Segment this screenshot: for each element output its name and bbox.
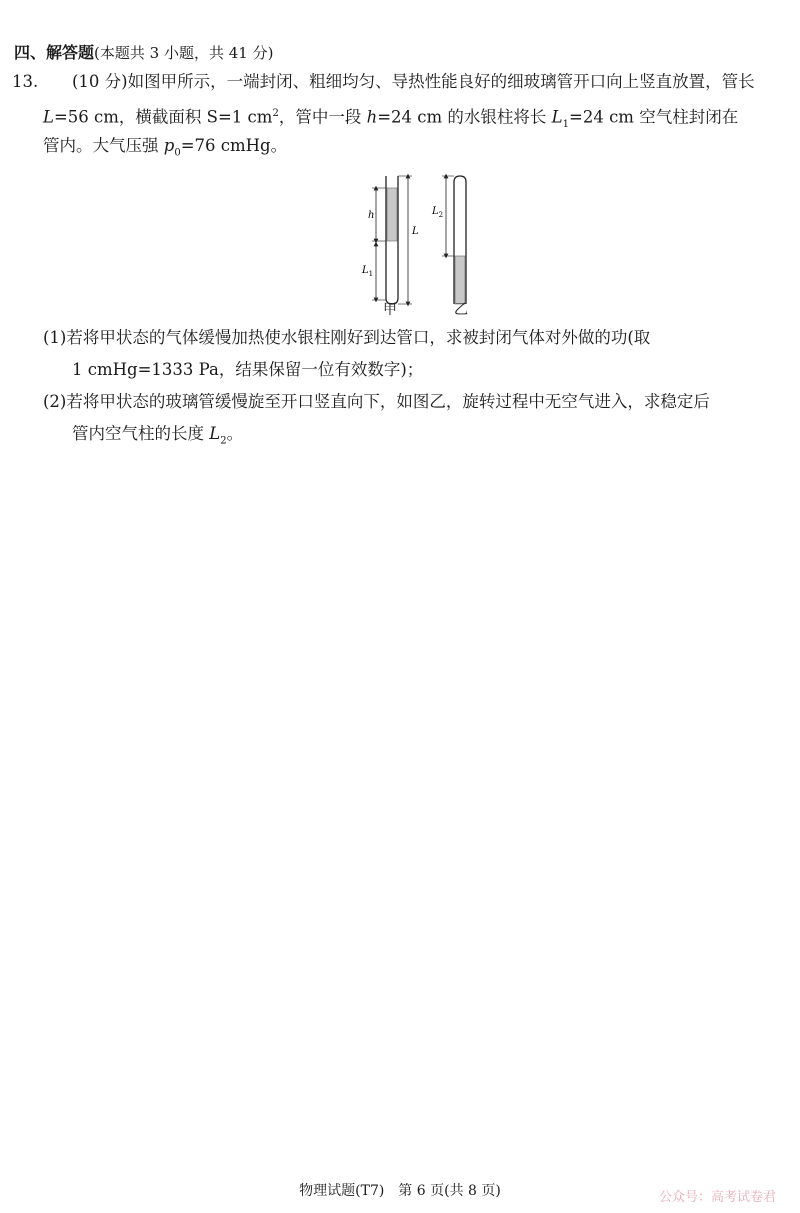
section-title [14, 40, 273, 63]
q2-text-a: 管内空气柱的长度 [72, 424, 210, 443]
label-l2: $L_2$ [432, 206, 444, 219]
mercury-column-yi [455, 256, 465, 304]
subquestion-2-line-1: (2)若将甲状态的玻璃管缓慢旋至开口竖直向下，如图乙，旋转过程中无空气进入，求稳定后 [43, 392, 710, 411]
var-L1-sub: 1 [562, 118, 569, 130]
var-L1: L [551, 107, 563, 127]
var-p0-sub: 0 [174, 147, 181, 159]
tube-figure [356, 170, 476, 310]
q2-text-b: 。 [226, 424, 244, 443]
section-note: (本题共 3 小题，共 41 分) [94, 44, 274, 62]
var-L2-sub: 2 [220, 435, 227, 447]
line3-text-a: 管内。大气压强 [43, 136, 164, 155]
var-L: L [43, 107, 54, 127]
caption-yi: 乙 [454, 302, 468, 318]
tube-yi [454, 176, 466, 304]
label-h: h [368, 210, 375, 221]
line2-sup: 2 [272, 108, 279, 119]
tube-jia [386, 176, 398, 304]
watermark: 公众号：高考试卷君 [658, 1190, 776, 1205]
line2-text-d: =24 cm 空气柱封闭在 [569, 107, 739, 127]
page-footer: 物理试题(T7) 第 6 页(共 8 页) [299, 1183, 501, 1199]
line2-text-a: =56 cm，横截面积 S=1 cm [53, 107, 273, 127]
var-p0: p [163, 136, 175, 155]
label-l1: $L_1$ [362, 265, 374, 278]
line2-text-b: ，管中一段 [278, 107, 367, 127]
subquestion-1-line-2: 1 cmHg=1333 Pa，结果保留一位有效数字)； [72, 360, 424, 379]
subquestion-2-line-2 [72, 418, 243, 457]
var-h: h [366, 107, 378, 127]
line2-text-c: =24 cm 的水银柱将长 [377, 107, 552, 127]
subquestion-1-line-1: (1)若将甲状态的气体缓慢加热使水银柱刚好到达管口，求被封闭气体对外做的功(取 [43, 328, 651, 347]
section-heading: 四、解答题 [14, 43, 95, 62]
question-number: 13. [12, 72, 39, 91]
var-L2: L [209, 424, 221, 443]
mercury-column-jia [387, 188, 397, 241]
caption-jia: 甲 [383, 302, 397, 318]
label-l: L [412, 226, 419, 237]
question-line-1: (10 分)如图甲所示，一端封闭、粗细均匀、导热性能良好的细玻璃管开口向上竖直放置，管长 [72, 72, 755, 91]
line3-text-b: =76 cmHg。 [180, 136, 288, 155]
question-line-3 [43, 130, 287, 169]
tube-diagram [356, 170, 476, 310]
